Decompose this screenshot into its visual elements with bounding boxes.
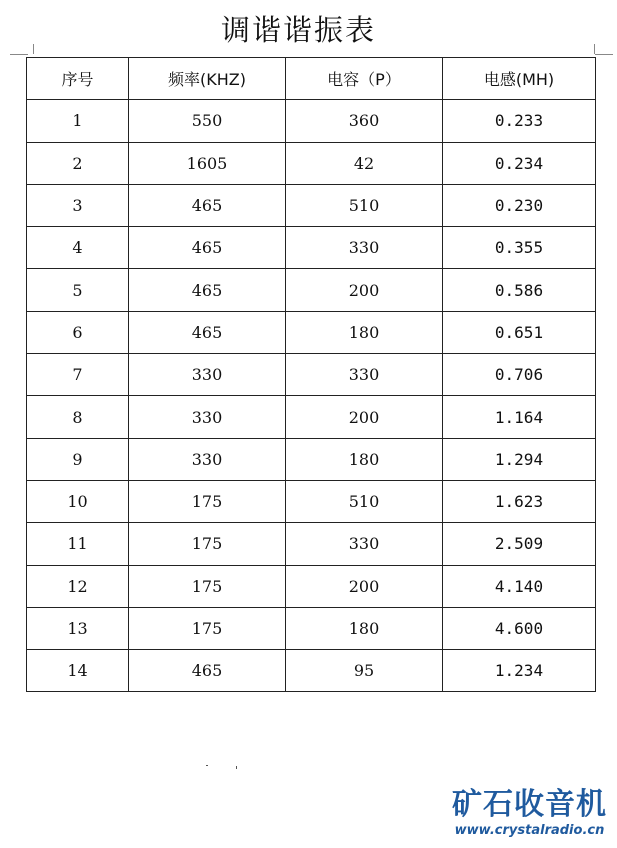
cell-frequency: 175 — [129, 565, 286, 607]
cell-capacitance: 510 — [286, 480, 443, 522]
cell-index: 12 — [27, 565, 129, 607]
cell-frequency: 465 — [129, 227, 286, 269]
table-row — [27, 565, 596, 607]
page-title: 调谐谐振表 — [220, 13, 376, 47]
table-row — [27, 438, 596, 480]
cell-frequency: 465 — [129, 311, 286, 353]
cell-frequency: 465 — [129, 650, 286, 692]
resonance-table — [26, 57, 596, 692]
cell-index: 14 — [27, 650, 129, 692]
cell-capacitance: 360 — [286, 100, 443, 142]
cell-index: 5 — [27, 269, 129, 311]
cell-inductance: 1.623 — [443, 480, 596, 522]
table-row — [27, 650, 596, 692]
cell-index: 4 — [27, 227, 129, 269]
cell-inductance: 1.234 — [443, 650, 596, 692]
cell-inductance: 4.600 — [443, 607, 596, 649]
cell-frequency: 465 — [129, 269, 286, 311]
cell-capacitance: 180 — [286, 438, 443, 480]
header-inductance: 电感(MH) — [443, 58, 596, 100]
crop-mark-top-left-h — [10, 54, 28, 55]
cell-index: 10 — [27, 480, 129, 522]
cell-capacitance: 200 — [286, 565, 443, 607]
cell-inductance: 4.140 — [443, 565, 596, 607]
cell-index: 1 — [27, 100, 129, 142]
cell-capacitance: 95 — [286, 650, 443, 692]
cell-index: 8 — [27, 396, 129, 438]
cell-index: 2 — [27, 142, 129, 184]
table-row — [27, 396, 596, 438]
crop-mark-top-right-v — [594, 44, 595, 54]
cell-capacitance: 200 — [286, 269, 443, 311]
header-index: 序号 — [27, 58, 129, 100]
table-row — [27, 311, 596, 353]
cell-frequency: 330 — [129, 354, 286, 396]
cell-index: 7 — [27, 354, 129, 396]
cell-capacitance: 42 — [286, 142, 443, 184]
cell-capacitance: 330 — [286, 227, 443, 269]
cell-frequency: 330 — [129, 438, 286, 480]
table-row — [27, 227, 596, 269]
cell-capacitance: 510 — [286, 184, 443, 226]
cell-frequency: 175 — [129, 523, 286, 565]
watermark-logo — [447, 788, 612, 838]
table-row — [27, 354, 596, 396]
cell-inductance: 0.234 — [443, 142, 596, 184]
table-row — [27, 100, 596, 142]
cell-frequency: 550 — [129, 100, 286, 142]
cell-capacitance: 200 — [286, 396, 443, 438]
cell-frequency: 330 — [129, 396, 286, 438]
table-header-row — [27, 58, 596, 100]
cell-index: 6 — [27, 311, 129, 353]
cell-index: 3 — [27, 184, 129, 226]
cell-frequency: 175 — [129, 480, 286, 522]
cell-inductance: 0.233 — [443, 100, 596, 142]
cell-capacitance: 330 — [286, 523, 443, 565]
cell-frequency: 175 — [129, 607, 286, 649]
cell-frequency: 465 — [129, 184, 286, 226]
cell-inductance: 0.230 — [443, 184, 596, 226]
cell-capacitance: 180 — [286, 311, 443, 353]
header-frequency: 频率(KHZ) — [129, 58, 286, 100]
cell-capacitance: 180 — [286, 607, 443, 649]
cell-inductance: 1.294 — [443, 438, 596, 480]
watermark-url: www.crystalradio.cn — [454, 823, 605, 838]
cell-frequency: 1605 — [129, 142, 286, 184]
stray-mark — [206, 765, 208, 766]
cell-index: 9 — [27, 438, 129, 480]
crop-mark-top-right-h — [595, 54, 613, 55]
cell-inductance: 0.355 — [443, 227, 596, 269]
cell-inductance: 1.164 — [443, 396, 596, 438]
table-row — [27, 269, 596, 311]
cell-capacitance: 330 — [286, 354, 443, 396]
cell-index: 11 — [27, 523, 129, 565]
stray-mark — [236, 766, 237, 769]
table-row — [27, 184, 596, 226]
cell-inductance: 2.509 — [443, 523, 596, 565]
crop-mark-top-left-v — [33, 44, 34, 54]
cell-inductance: 0.651 — [443, 311, 596, 353]
cell-index: 13 — [27, 607, 129, 649]
table-row — [27, 523, 596, 565]
table-row — [27, 480, 596, 522]
header-capacitance: 电容（P） — [286, 58, 443, 100]
table-row — [27, 142, 596, 184]
watermark-name: 矿石收音机 — [452, 787, 607, 822]
cell-inductance: 0.706 — [443, 354, 596, 396]
cell-inductance: 0.586 — [443, 269, 596, 311]
table-row — [27, 607, 596, 649]
